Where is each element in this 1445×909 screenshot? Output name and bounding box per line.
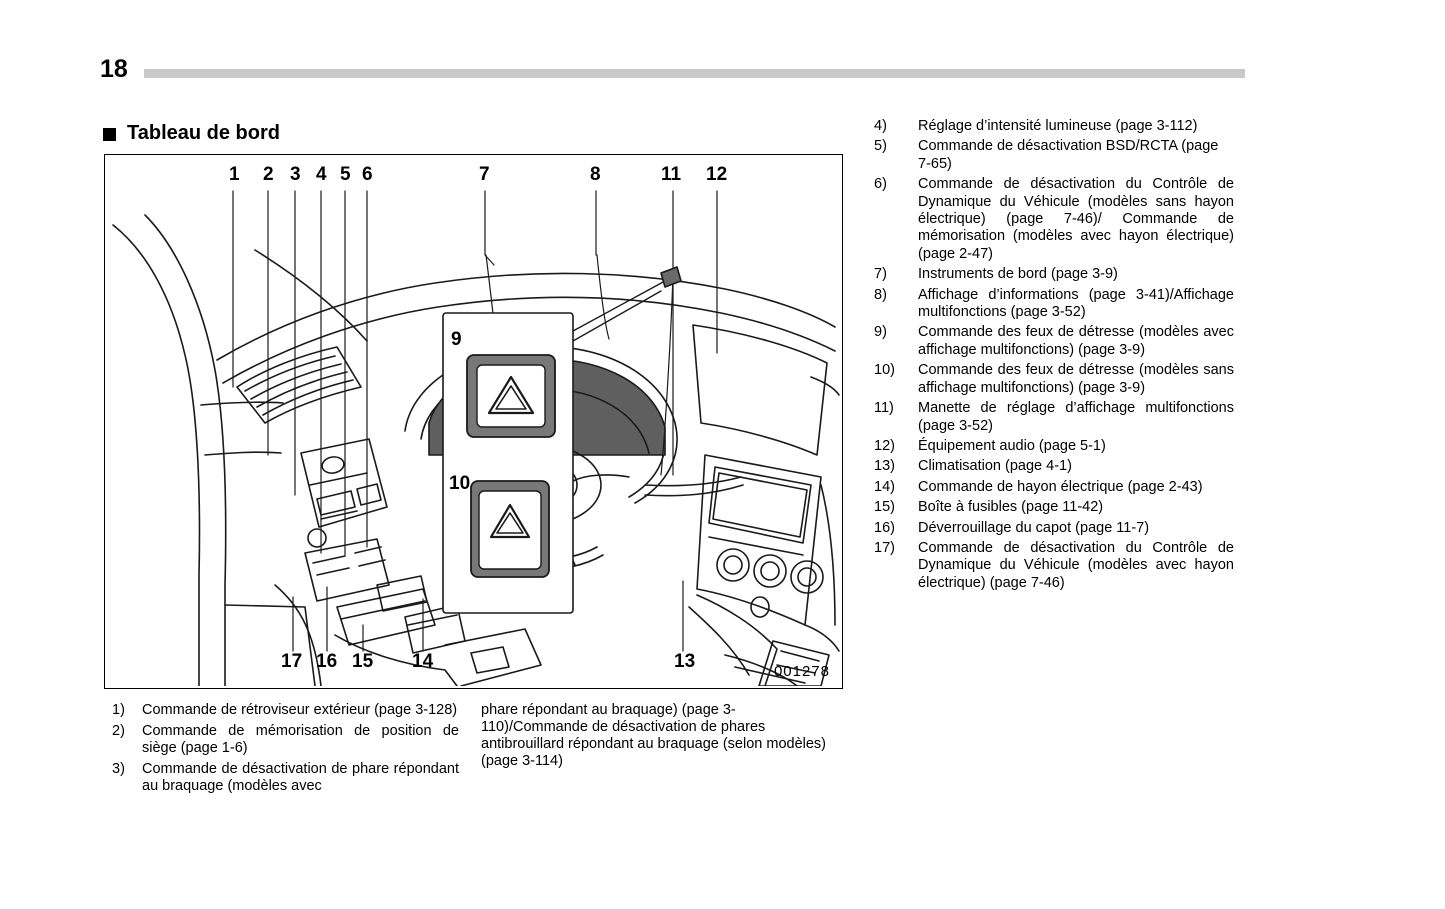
legend-item-10-text: Commande des feux de détresse (modèles sans affichage multifonctions) (page 3-9) [918,362,1234,396]
page-title-text: Tableau de bord [127,122,280,144]
callout-9: 9 [451,329,462,350]
callout-10: 10 [449,473,471,494]
caption-item-2-number: 2) [112,723,125,739]
legend-item-13-number: 13) [874,458,895,475]
callout-14: 14 [412,651,434,672]
page-number: 18 [100,55,128,83]
legend-item-10-number: 10) [874,362,895,379]
legend-item-8-text: Affichage d’informations (page 3-41)/Affichage multifonctions (page 3-52) [918,286,1234,321]
callout-2: 2 [263,164,274,185]
page-header [100,55,1245,85]
legend-item-14 [874,479,1234,496]
caption-item-1-number: 1) [112,702,125,718]
caption-column-right [481,702,836,799]
legend-item-15-number: 15) [874,499,895,516]
legend-item-13 [874,458,1234,475]
legend-item-12-number: 12) [874,437,895,454]
caption-item-2 [104,723,459,757]
callout-13: 13 [674,651,696,672]
caption-column-left [104,702,459,799]
legend-item-6-number: 6) [874,176,887,193]
legend-item-10 [874,362,1234,397]
dashboard-drawing [105,155,840,686]
callout-8: 8 [590,164,601,185]
square-bullet-icon [103,128,116,141]
legend-item-8 [874,287,1234,322]
caption-item-2-text: Commande de mémorisation de position de siège (page 1-6) [142,723,459,756]
legend-item-11-number: 11) [874,400,894,417]
legend-item-4-number: 4) [874,118,887,134]
legend-item-5 [874,138,1234,173]
legend-item-14-text: Commande de hayon électrique (page 2-43) [918,478,1203,495]
legend-item-15 [874,499,1234,516]
legend-item-9-text: Commande des feux de détresse (modèles avec affichage multifonctions) (page 3-9) [918,324,1234,358]
legend-item-4-text: Réglage d’intensité lumineuse (page 3-112) [918,118,1198,134]
callout-12: 12 [706,164,728,185]
legend-item-9-number: 9) [874,324,887,341]
legend-item-9 [874,324,1234,359]
legend-item-7-number: 7) [874,266,887,283]
legend-item-14-number: 14) [874,478,895,495]
caption-item-3 [104,761,459,795]
legend-item-4 [874,118,1234,135]
callout-11: 11 [661,164,682,185]
callout-5: 5 [340,164,351,185]
caption-item-1 [104,702,459,719]
legend-item-6 [874,176,1234,263]
caption-item-3-number: 3) [112,761,125,777]
caption-item-3-text: Commande de désactivation de phare répondant au braquage (modèles avec [142,761,459,794]
legend-item-15-text: Boîte à fusibles (page 11-42) [918,499,1104,516]
callout-6: 6 [362,164,373,185]
legend-item-7 [874,266,1234,283]
dashboard-illustration [104,154,843,689]
legend-item-5-number: 5) [874,138,887,155]
legend-item-12-text: Équipement audio (page 5-1) [918,437,1106,454]
legend-item-12 [874,438,1234,455]
legend-item-6-text: Commande de désactivation du Contrôle de Dynamique du Véhicule (modèles sans hayon électrique) (page 7-46)/ Commande de mémorisation (modèles avec hayon électrique) (page 2-47) [918,176,1234,262]
figure-id: 001278 [773,663,830,680]
legend-item-17-text: Commande de désactivation du Contrôle de Dynamique du Véhicule (modèles avec hayon électrique) (page 7-46) [918,539,1234,591]
legend-item-17-number: 17) [874,539,895,556]
legend-item-16-text: Déverrouillage du capot (page 11-7) [918,519,1150,536]
legend-item-16-number: 16) [874,519,895,536]
callout-16: 16 [316,651,338,672]
callout-7: 7 [479,164,490,185]
legend-item-16 [874,520,1234,537]
legend-item-7-text: Instruments de bord (page 3-9) [918,266,1118,283]
callout-1: 1 [229,164,240,185]
legend-item-8-number: 8) [874,286,887,303]
caption-item-3-continuation: phare répondant au braquage) (page 3-110)/Commande de désactivation de phares antibrouillard répondant au braquage (selon modèles) (page 3-114) [481,702,827,769]
legend-item-11 [874,400,1234,435]
legend-item-11-text: Manette de réglage d’affichage multifonctions (page 3-52) [918,400,1234,434]
legend-item-13-text: Climatisation (page 4-1) [918,458,1072,475]
caption-item-1-text: Commande de rétroviseur extérieur (page 3-128) [142,702,458,718]
header-rule [144,69,1245,78]
legend-item-17 [874,540,1234,592]
callout-15: 15 [352,651,374,672]
legend-item-5-text: Commande de désactivation BSD/RCTA (page 7-65) [918,138,1219,172]
callout-17: 17 [281,651,303,672]
callout-4: 4 [316,164,327,185]
callout-3: 3 [290,164,301,185]
page-title [103,122,280,145]
legend-list [874,118,1234,595]
figure-caption-columns [104,702,844,799]
